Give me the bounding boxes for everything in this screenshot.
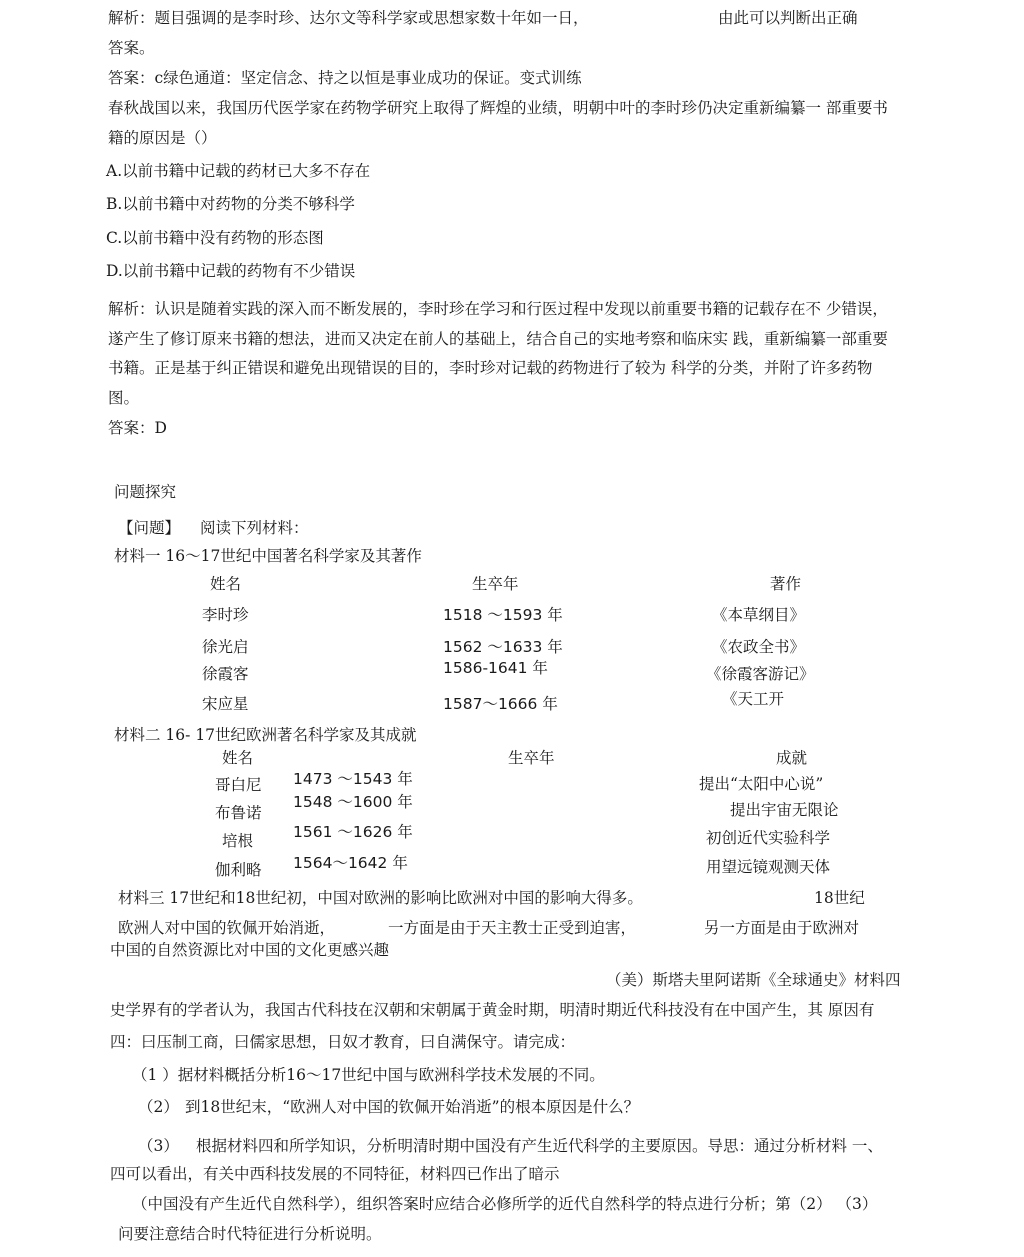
analysis-text-continued: 由此可以判断出正确 — [718, 9, 858, 27]
question-analysis-line: 解析：认识是随着实践的深入而不断发展的，李时珍在学习和行医过程中发现以前重要书籍的记载存在不 少错误， — [108, 300, 888, 318]
prompt-text: 阅读下列材料： — [200, 519, 309, 537]
table-cell-work: 《徐霞客游记》 — [706, 665, 815, 683]
material3-line: 材料三 17世纪和18世纪初，中国对欧洲的影响比欧洲对中国的影响大得多。 — [118, 889, 643, 907]
material2-header-achievement: 成就 — [776, 749, 808, 767]
material3-line: 另一方面是由于欧洲对 — [704, 919, 860, 937]
material4-line: 史学界有的学者认为，我国古代科技在汉朝和宋朝属于黄金时期，明清时期近代科技没有在中国产生，其 原因有 — [110, 1001, 875, 1019]
task-3-text: 根据材料四和所学知识，分析明清时期中国没有产生近代科学的主要原因。导思：通过分析材料 一、 — [196, 1137, 883, 1155]
material1-header-years: 生卒年 — [472, 575, 519, 593]
material2-header-years: 生卒年 — [508, 749, 555, 767]
question-analysis-line: 图。 — [108, 389, 140, 407]
material1-title: 材料一 16～17世纪中国著名科学家及其著作 — [114, 547, 422, 565]
table-cell-name: 培根 — [222, 832, 254, 850]
table-cell-achievement: 提出“太阳中心说” — [699, 775, 824, 793]
table-cell-achievement: 初创近代实验科学 — [706, 829, 831, 847]
table-cell-name: 哥白尼 — [215, 776, 262, 794]
table-cell-name: 李时珍 — [202, 606, 249, 624]
table-cell-name: 徐光启 — [202, 638, 249, 656]
option-a: A.以前书籍中记载的药材已大多不存在 — [106, 162, 371, 180]
table-cell-years: 1518 ～1593 年 — [443, 606, 563, 624]
table-cell-achievement: 用望远镜观测天体 — [706, 858, 831, 876]
table-cell-name: 布鲁诺 — [215, 804, 262, 822]
material3-line: 中国的自然资源比对中国的文化更感兴趣 — [110, 941, 390, 959]
table-cell-years: 1587～1666 年 — [443, 695, 558, 713]
table-cell-name: 宋应星 — [202, 695, 249, 713]
question-stem-line2: 籍的原因是（） — [108, 129, 217, 147]
table-cell-years: 1548 ～1600 年 — [293, 793, 413, 811]
answer-line: 答案：c绿色通道：坚定信念、持之以恒是事业成功的保证。变式训练 — [108, 69, 582, 87]
table-cell-name: 徐霞客 — [202, 665, 249, 683]
material1-header-name: 姓名 — [210, 575, 242, 593]
material2-header-name: 姓名 — [222, 749, 254, 767]
table-cell-years: 1564～1642 年 — [293, 854, 408, 872]
table-cell-work: 《天工开 — [722, 690, 785, 708]
table-cell-years: 1562 ～1633 年 — [443, 638, 563, 656]
guide-line: 问要注意结合时代特征进行分析说明。 — [118, 1225, 382, 1243]
question-stem: 春秋战国以来，我国历代医学家在药物学研究上取得了辉煌的业绩，明朝中叶的李时珍仍决定重新编纂一 部重要书 — [108, 99, 888, 117]
material2-title: 材料二 16- 17世纪欧洲著名科学家及其成就 — [114, 726, 417, 744]
table-cell-work: 《农政全书》 — [712, 638, 806, 656]
analysis-text: 解析：题目强调的是李时珍、达尔文等科学家或思想家数十年如一日， — [108, 9, 589, 27]
guide-line: （中国没有产生近代自然科学），组织答案时应结合必修所学的近代自然科学的特点进行分析；第（2） （3） — [132, 1195, 878, 1213]
task-2-text: 到18世纪末，“欧洲人对中国的钦佩开始消逝”的根本原因是什么？ — [185, 1098, 640, 1116]
task-1: （1 ）据材料概括分析16～17世纪中国与欧洲科学技术发展的不同。 — [132, 1066, 605, 1084]
material3-line: 一方面是由于天主教士正受到迫害， — [388, 919, 637, 937]
task-3-number: （3） — [138, 1137, 179, 1155]
table-cell-work: 《本草纲目》 — [712, 606, 806, 624]
table-cell-years: 1561 ～1626 年 — [293, 823, 413, 841]
question-analysis-line: 遂产生了修订原来书籍的想法，进而又决定在前人的基础上，结合自己的实地考察和临床实 践，重新编纂一部重要 — [108, 330, 888, 348]
material1-header-works: 著作 — [770, 575, 802, 593]
option-b: B.以前书籍中对药物的分类不够科学 — [106, 195, 355, 213]
task-2-number: （2） — [138, 1098, 179, 1116]
question-analysis-line: 书籍。正是基于纠正错误和避免出现错误的目的，李时珍对记载的药物进行了较为 科学的分类，并附了许多药物 — [108, 359, 873, 377]
material3-line: 欧洲人对中国的钦佩开始消逝， — [118, 919, 336, 937]
material3-source: （美）斯塔夫里阿诺斯《全球通史》材料四 — [606, 971, 901, 989]
section-heading: 问题探究 — [114, 483, 177, 501]
table-cell-name: 伽利略 — [215, 861, 262, 879]
table-cell-years: 1473 ～1543 年 — [293, 770, 413, 788]
prompt-tag: 【问题】 — [118, 519, 181, 537]
analysis-text-end: 答案。 — [108, 39, 155, 57]
question-answer: 答案：D — [108, 419, 167, 437]
task-3-line2: 四可以看出，有关中西科技发展的不同特征，材料四已作出了暗示 — [110, 1165, 560, 1183]
option-c: C.以前书籍中没有药物的形态图 — [106, 229, 324, 247]
material3-line-end: 18世纪 — [814, 889, 865, 907]
option-d: D.以前书籍中记载的药物有不少错误 — [106, 262, 356, 280]
table-cell-achievement: 提出宇宙无限论 — [730, 801, 839, 819]
table-cell-years: 1586-1641 年 — [443, 659, 548, 677]
material4-line: 四：曰压制工商，曰儒家思想，日奴才教育，曰自满保守。请完成： — [110, 1033, 576, 1051]
